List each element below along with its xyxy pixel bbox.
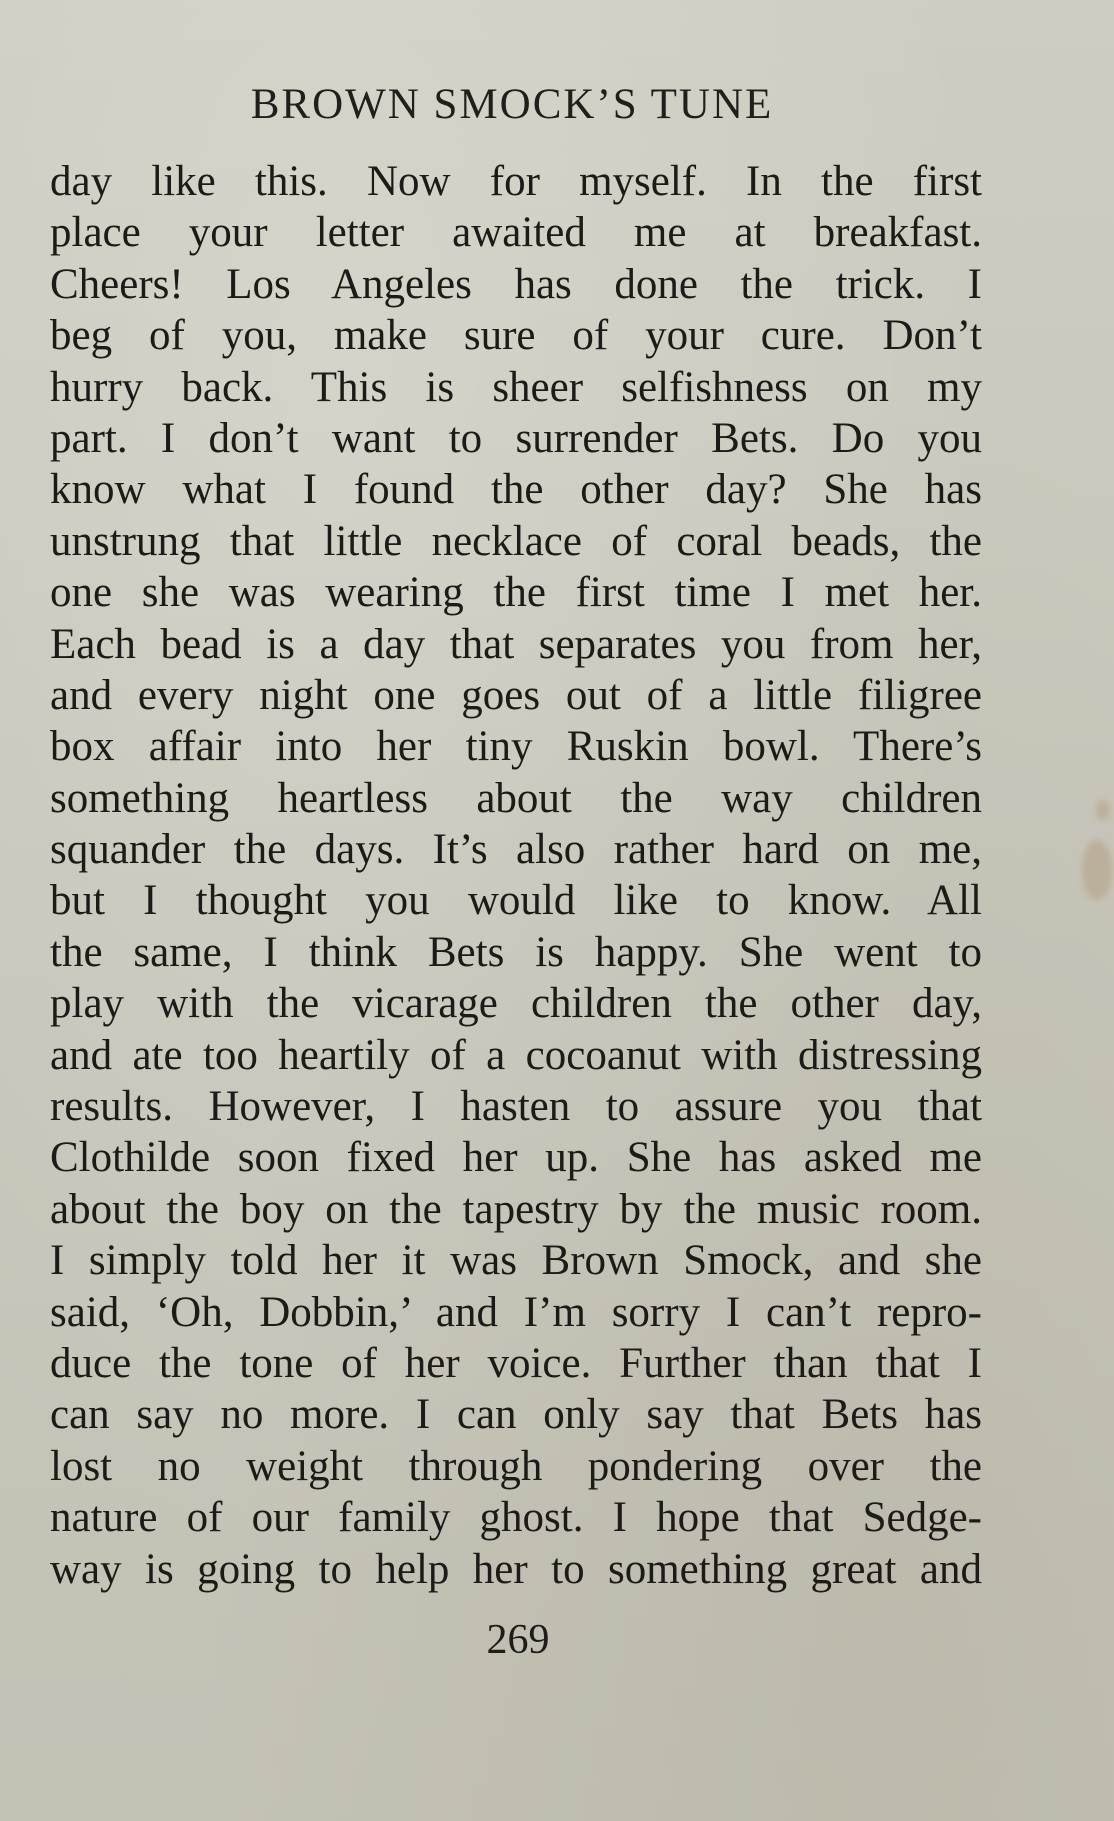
paper-stain xyxy=(1082,840,1112,900)
text-line: beg of you, make sure of your cure. Don’t xyxy=(50,312,982,360)
text-line: box affair into her tiny Ruskin bowl. There’s xyxy=(50,723,982,771)
text-line: hurry back. This is sheer selfishness on my xyxy=(50,363,982,411)
text-line: Clothilde soon fixed her up. She has asked me xyxy=(50,1134,982,1182)
text-line: about the boy on the tapestry by the music room. xyxy=(50,1185,982,1233)
text-line: said, ‘Oh, Dobbin,’ and I’m sorry I can’t repro- xyxy=(50,1288,982,1336)
text-line: Each bead is a day that separates you from her, xyxy=(50,620,982,668)
text-line: duce the tone of her voice. Further than that I xyxy=(50,1339,982,1387)
text-line: the same, I think Bets is happy. She went to xyxy=(50,928,982,976)
text-line: and every night one goes out of a little filigree xyxy=(50,671,982,719)
body-text xyxy=(50,156,982,1595)
paper-stain xyxy=(1096,800,1110,820)
text-line: day like this. Now for myself. In the first xyxy=(50,158,982,205)
text-line: part. I don’t want to surrender Bets. Do you xyxy=(50,414,982,462)
text-line: play with the vicarage children the other day, xyxy=(50,980,982,1028)
text-line: results. However, I hasten to assure you that xyxy=(50,1083,982,1131)
text-line: know what I found the other day? She has xyxy=(50,466,982,514)
text-line: way is going to help her to something great and xyxy=(50,1545,982,1593)
text-line: something heartless about the way children xyxy=(50,774,982,822)
text-line: nature of our family ghost. I hope that Sedge- xyxy=(50,1494,982,1542)
page-number: 269 xyxy=(486,1617,550,1663)
text-line: unstrung that little necklace of coral beads, the xyxy=(50,517,982,565)
text-line: squander the days. It’s also rather hard on me, xyxy=(50,826,982,874)
text-line: one she was wearing the first time I met her. xyxy=(50,569,982,617)
text-line: place your letter awaited me at breakfast. xyxy=(50,209,982,257)
running-head: BROWN SMOCK’S TUNE xyxy=(250,81,774,128)
text-line: and ate too heartily of a cocoanut with distressing xyxy=(50,1031,982,1079)
text-line: Cheers! Los Angeles has done the trick. I xyxy=(50,260,982,308)
text-line: can say no more. I can only say that Bets has xyxy=(50,1391,982,1439)
text-line: but I thought you would like to know. All xyxy=(50,877,982,925)
text-line: lost no weight through pondering over the xyxy=(50,1442,982,1490)
text-line: I simply told her it was Brown Smock, and she xyxy=(50,1237,982,1285)
